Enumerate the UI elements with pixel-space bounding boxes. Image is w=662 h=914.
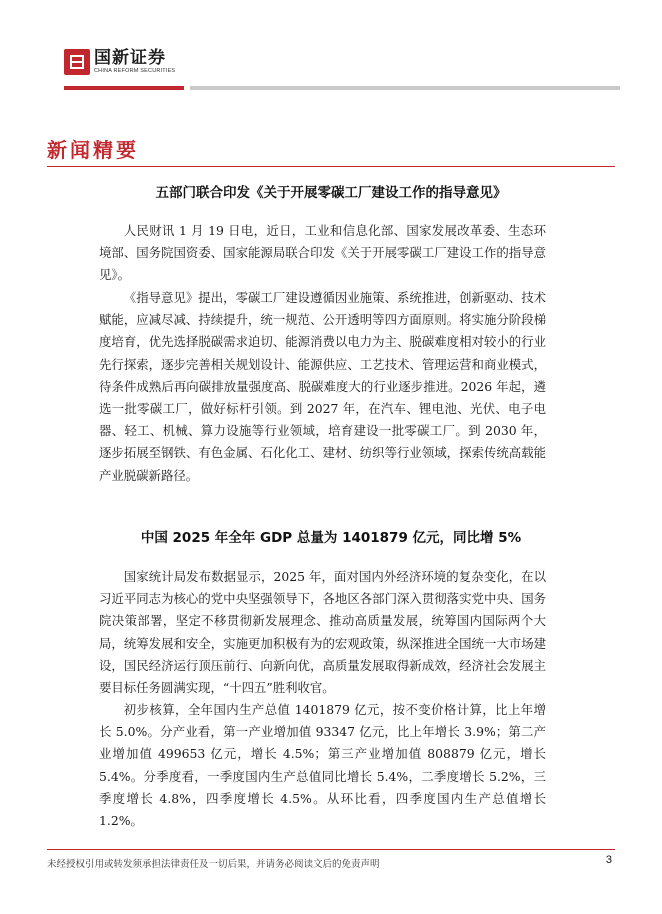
footer-disclaimer: 未经授权引用或转发须承担法律责任及一切后果，并请务必阅读文后的免责声明 xyxy=(47,859,380,870)
article-paragraph: 《指导意见》提出，零碳工厂建设遵循因业施策、系统推进，创新驱动、技术赋能，应减尽减、持续提升，统一规范、公开透明等四方面原则。将实施分阶段梯度培育，优先选择脱碳需求迫切、能源消费以电力为主、脱碳难度相对较小的行业先行探索，逐步完善相关规划设计、能源供应、工艺技术、管理运营和商业模式，待条件成熟后再向碳排放量强度高、脱碳难度大的行业逐步推进。2026 年起，遴选一批零碳工厂，做好标杆引领。到 2027 年，在汽车、锂电池、光伏、电子电器、轻工、机械、算力设施等行业领域，培育建设一批零碳工厂。到 2030 年，逐步拓展至钢铁、有色金属、石化化工、建材、纺织等行业领域，探索传统高载能产业脱碳新路径。 xyxy=(99,290,546,483)
page-number: 3 xyxy=(605,854,612,866)
logo-english-name: CHINA REFORM SECURITIES xyxy=(94,68,176,74)
article-title: 五部门联合印发《关于开展零碳工厂建设工作的指导意见》 xyxy=(155,185,507,201)
company-logo xyxy=(64,49,175,75)
article-title: 中国 2025 年全年 GDP 总量为 1401879 亿元，同比增 5% xyxy=(140,530,522,546)
logo-chinese-name: 国新证券 xyxy=(94,48,166,68)
article-paragraph: 国家统计局发布数据显示，2025 年，面对国内外经济环境的复杂变化，在以习近平同志为核心的党中央坚强领导下，各地区各部门深入贯彻落实党中央、国务院决策部署，坚定不移贯彻新发展理念、推动高质量发展，统筹国内国际两个大局，统筹发展和安全，实施更加积极有为的宏观政策，纵深推进全国统一大市场建设，国民经济运行顶压前行、向新向优，高质量发展取得新成效，经济社会发展主要目标任务圆满实现，“十四五”胜利收官。 xyxy=(99,569,546,696)
page-header xyxy=(0,0,662,100)
logo-mark-icon xyxy=(64,49,90,75)
article-paragraph: 人民财讯 1 月 19 日电，近日，工业和信息化部、国家发展改革委、生态环境部、国务院国资委、国家能源局联合印发《关于开展零碳工厂建设工作的指导意见》。 xyxy=(99,223,546,283)
section-divider xyxy=(47,166,615,167)
footer-divider xyxy=(47,849,615,850)
header-rule-accent xyxy=(64,86,184,90)
article-paragraph: 初步核算，全年国内生产总值 1401879 亿元，按不变价格计算，比上年增长 5.0%。分产业看，第一产业增加值 93347 亿元，比上年增长 3.9%；第二产业增加值 499653 亿元，增长 4.5%；第三产业增加值 808879 亿元，增长 5.4%。分季度看，一季度国内生产总值同比增长 5.4%，二季度增长 5.2%，三季度增长 4.8%，四季度增长 4.5%。从环比看，四季度国内生产总值增长 1.2%。 xyxy=(99,702,546,829)
section-title: 新闻精要 xyxy=(47,138,139,162)
header-rule xyxy=(190,86,620,90)
